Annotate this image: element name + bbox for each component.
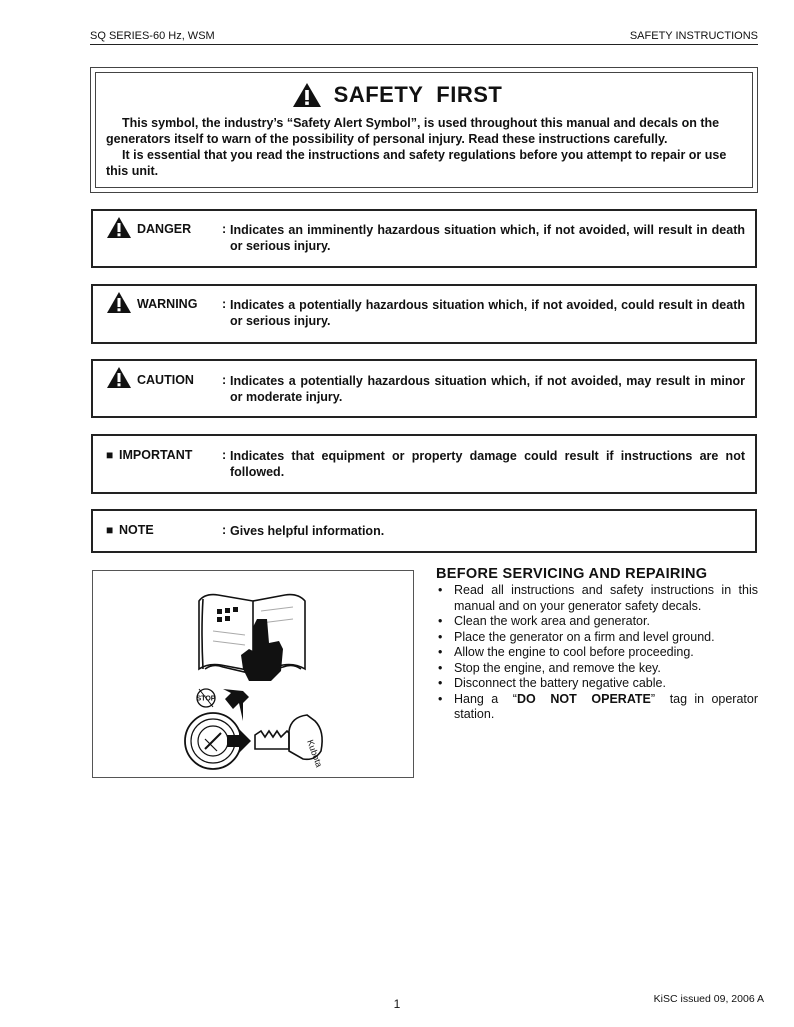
header-right: SAFETY INSTRUCTIONS xyxy=(629,30,758,42)
caution-colon: : xyxy=(222,373,227,387)
list-item: • Clean the work area and generator. xyxy=(438,614,650,628)
bullet: • xyxy=(438,614,443,628)
danger-description: Indicates an imminently hazardous situation which, if not avoided, will result in death or serious injury. xyxy=(230,223,745,253)
warning-colon: : xyxy=(222,297,227,311)
important-colon: : xyxy=(222,448,227,462)
warning-alert-icon xyxy=(106,291,132,314)
illustration-frame xyxy=(92,570,414,778)
list-item: • Disconnect the battery negative cable. xyxy=(438,676,666,690)
important-square-icon: ■ xyxy=(106,448,114,462)
safety-first-heading xyxy=(0,81,794,108)
danger-term: DANGER xyxy=(137,222,192,236)
important-description: Indicates that equipment or property damage could result if instructions are not followed. xyxy=(230,449,745,479)
key-icon xyxy=(255,715,324,768)
bullet: • xyxy=(438,660,443,675)
pointing-hand-icon xyxy=(241,619,283,681)
read-manual-remove-key-illustration xyxy=(93,571,413,777)
page-number: 1 xyxy=(393,997,401,1011)
safety-first-paragraph-1: This symbol, the industry’s “Safety Alert Symbol”, is used throughout this manual and decals on the generators itself to warn of the possibility of personal injury. Read these instructions carefully. xyxy=(106,116,720,146)
safety-alert-icon xyxy=(292,82,322,108)
danger-alert-icon xyxy=(106,216,132,239)
safety-first-title: SAFETY FIRST xyxy=(333,82,503,108)
warning-description: Indicates a potentially hazardous situation which, if not avoided, could result in death or serious injury. xyxy=(230,298,745,328)
stop-key-icon xyxy=(197,689,216,707)
danger-colon: : xyxy=(222,222,227,236)
do-not-operate-emphasis: DO NOT OPERATE xyxy=(516,691,651,706)
bullet: • xyxy=(438,676,443,690)
note-term: NOTE xyxy=(119,523,154,537)
header-rule xyxy=(90,44,758,45)
pull-arrow-icon xyxy=(227,729,251,753)
bullet: • xyxy=(438,583,443,597)
caution-term: CAUTION xyxy=(137,373,194,387)
header-left: SQ SERIES-60 Hz, WSM xyxy=(90,30,215,42)
list-item: • Allow the engine to cool before proceeding. xyxy=(438,645,694,659)
list-item: • Stop the engine, and remove the key. xyxy=(438,660,661,675)
list-item: • Hang a “DO NOT OPERATE” tag in operator station. xyxy=(438,691,762,721)
before-servicing-list xyxy=(436,583,762,723)
safety-first-paragraph-2: It is essential that you read the instructions and safety regulations before you attempt to repair or use this unit. xyxy=(106,148,727,178)
bullet: • xyxy=(438,629,443,644)
key-brand-label: Kubota xyxy=(305,738,325,769)
before-servicing-title: BEFORE SERVICING AND REPAIRING xyxy=(436,566,708,582)
note-description: Gives helpful information. xyxy=(230,524,385,538)
bullet: • xyxy=(438,691,443,706)
stop-label: STOP xyxy=(196,695,216,703)
important-term: IMPORTANT xyxy=(119,448,193,462)
caution-description: Indicates a potentially hazardous situation which, if not avoided, may result in minor or moderate injury. xyxy=(230,374,745,404)
issue-note: KiSC issued 09, 2006 A xyxy=(653,993,764,1005)
list-item: • Place the generator on a firm and level ground. xyxy=(438,629,715,644)
note-square-icon: ■ xyxy=(106,523,114,537)
note-colon: : xyxy=(222,523,227,537)
caution-alert-icon xyxy=(106,366,132,389)
bullet: • xyxy=(438,645,443,659)
warning-term: WARNING xyxy=(137,297,198,311)
list-item: • Read all instructions and safety instructions in this manual and on your generator safety decals. xyxy=(438,583,758,613)
